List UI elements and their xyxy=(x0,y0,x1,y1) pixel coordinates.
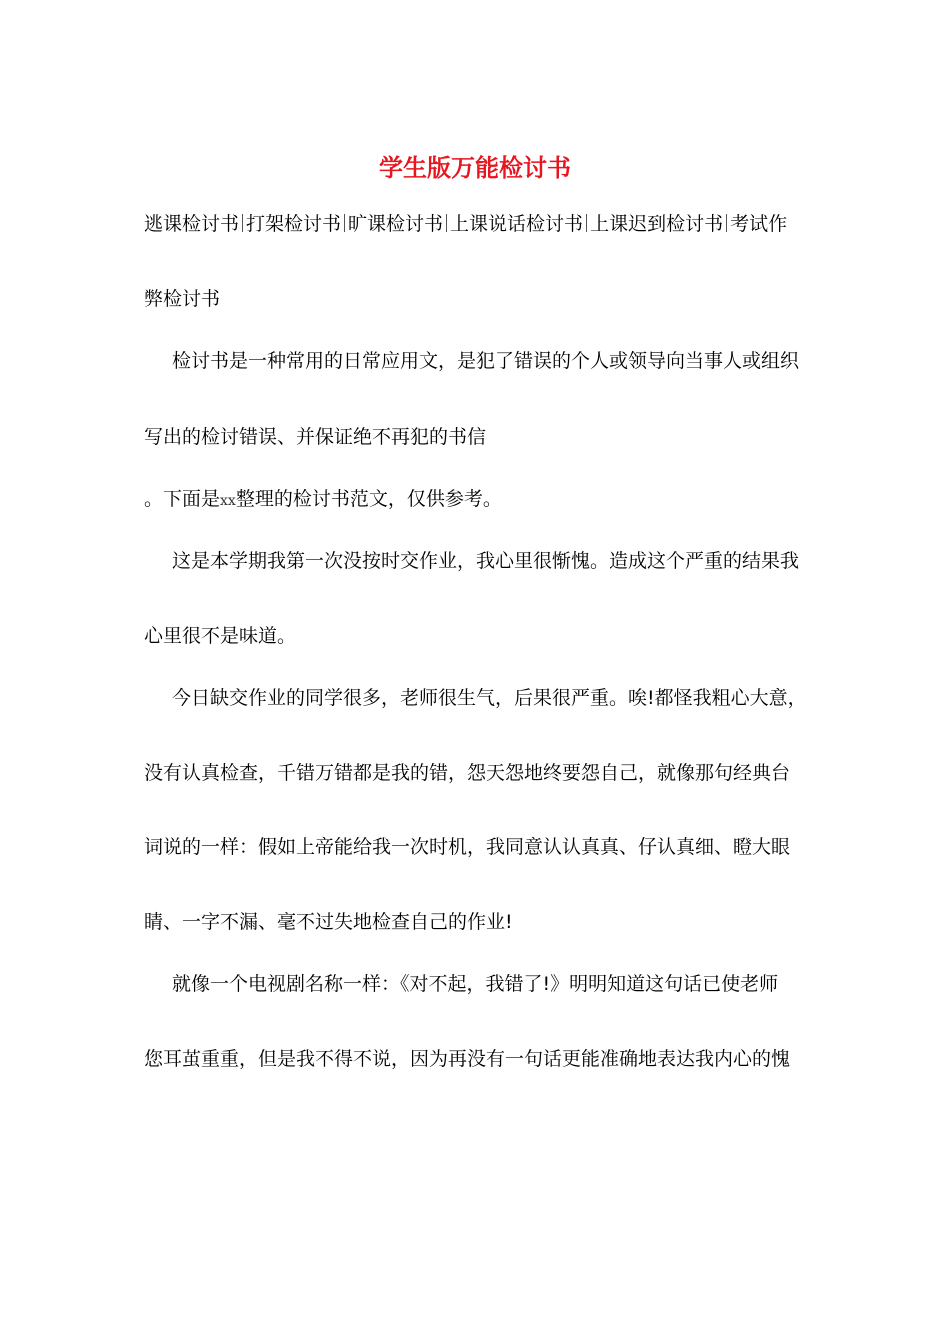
placeholder-xx: xx xyxy=(220,493,236,509)
text-fragment: 。下面是 xyxy=(144,488,221,510)
separator xyxy=(726,214,727,232)
separator xyxy=(242,214,243,232)
paragraph-line: 您耳茧重重，但是我不得不说，因为再没有一句话更能准确地表达我内心的愧 xyxy=(144,1048,791,1070)
paragraph-line: 睛、一字不漏、毫不过失地检查自己的作业! xyxy=(144,911,513,933)
link-fight[interactable]: 打架检讨书 xyxy=(246,213,342,235)
paragraph-line: 词说的一样：假如上帝能给我一次时机，我同意认认真真、仔认真细、瞪大眼 xyxy=(144,836,791,858)
link-late-to-class[interactable]: 上课迟到检讨书 xyxy=(590,213,724,235)
paragraph-line: 检讨书是一种常用的日常应用文，是犯了错误的个人或领导向当事人或组织 xyxy=(172,350,800,372)
text-fragment: 整理的检讨书范文，仅供参考。 xyxy=(235,488,502,510)
paragraph-line: 没有认真检查，千错万错都是我的错，怨天怨地终要怨自己，就像那句经典台 xyxy=(144,762,791,784)
paragraph-line xyxy=(144,486,502,514)
related-links-wrap[interactable]: 弊检讨书 xyxy=(144,288,221,310)
separator xyxy=(586,214,587,232)
document-title: 学生版万能检讨书 xyxy=(379,153,571,182)
paragraph-line: 这是本学期我第一次没按时交作业，我心里很惭愧。造成这个严重的结果我 xyxy=(172,550,800,572)
related-links-line xyxy=(144,211,787,237)
paragraph-line: 心里很不是味道。 xyxy=(144,625,297,647)
paragraph-line: 今日缺交作业的同学很多，老师很生气，后果很严重。唉!都怪我粗心大意， xyxy=(172,687,807,709)
paragraph-line: 写出的检讨错误、并保证绝不再犯的书信 xyxy=(144,426,487,448)
link-exam-cheating[interactable]: 考试作 xyxy=(730,213,788,235)
link-talking-in-class[interactable]: 上课说话检讨书 xyxy=(450,213,584,235)
separator xyxy=(446,214,447,232)
link-truancy[interactable]: 旷课检讨书 xyxy=(348,213,444,235)
paragraph-line: 就像一个电视剧名称一样：《对不起，我错了!》明明知道这句话已使老师 xyxy=(172,973,779,995)
separator xyxy=(344,214,345,232)
link-skip-class[interactable]: 逃课检讨书 xyxy=(144,213,240,235)
